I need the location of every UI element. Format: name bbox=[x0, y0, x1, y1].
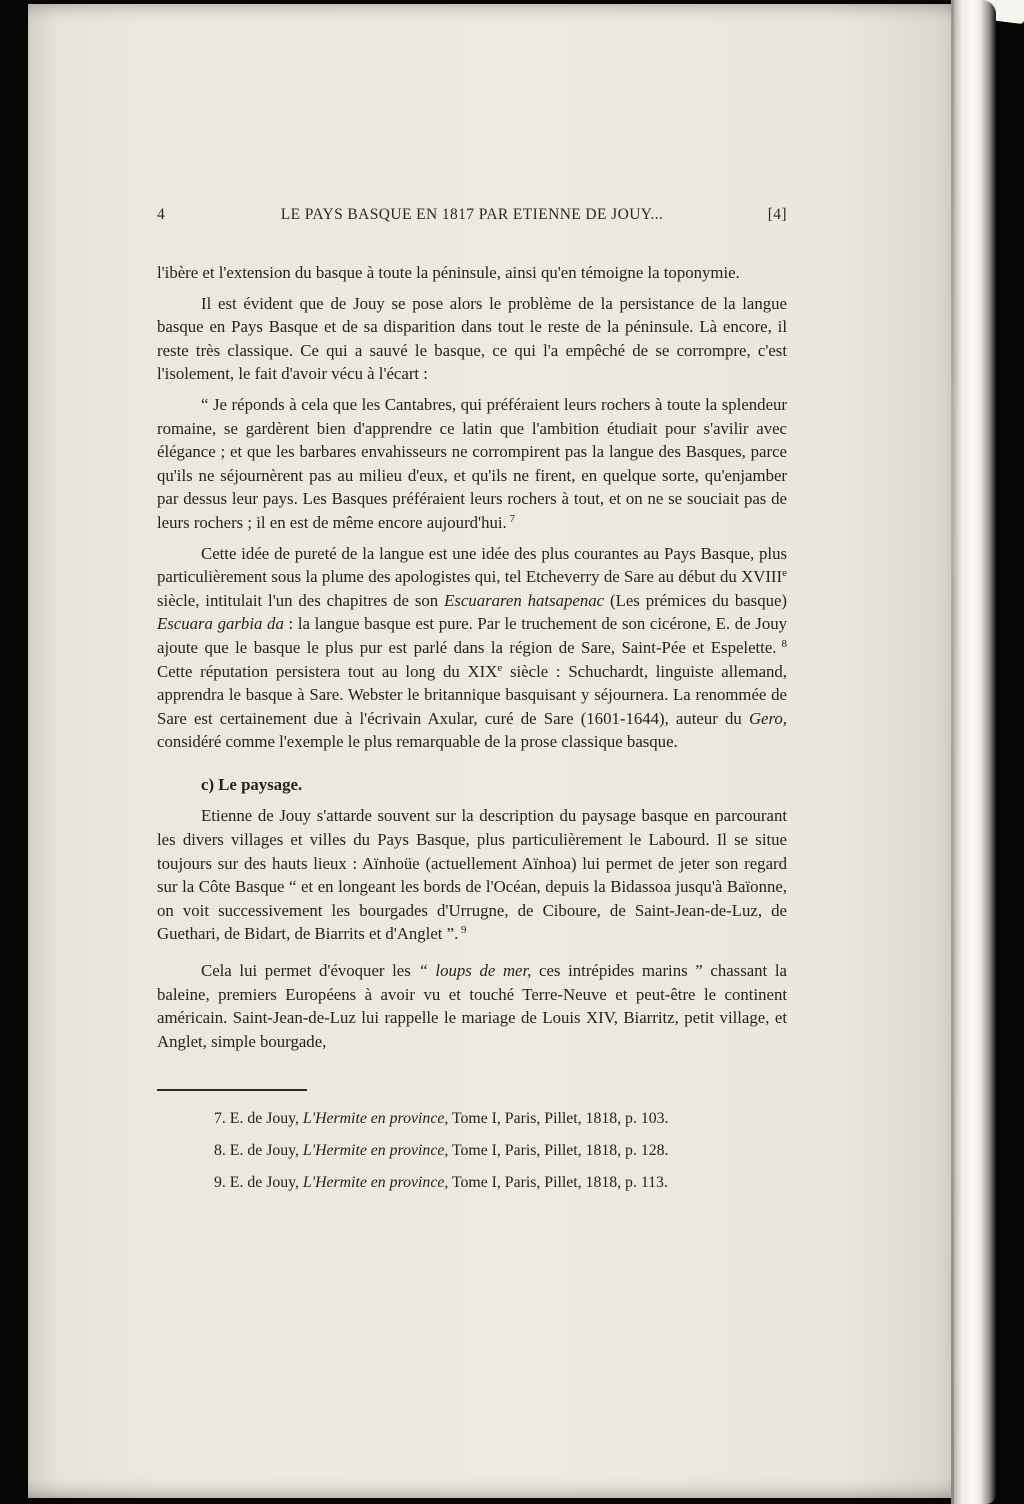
footnote-rule bbox=[157, 1089, 307, 1091]
text-run: (Les prémices du basque) bbox=[604, 590, 788, 610]
footnote-text: 7. E. de Jouy, bbox=[214, 1110, 303, 1128]
running-title: LE PAYS BASQUE EN 1817 PAR ETIENNE DE JOUY... bbox=[280, 206, 664, 223]
footnote-8 bbox=[214, 1139, 787, 1162]
work-title-italic: Gero, bbox=[748, 708, 787, 728]
footnote-9 bbox=[214, 1171, 787, 1194]
footnote-ref-7: 7 bbox=[506, 512, 515, 525]
header-folio: [4] bbox=[767, 206, 787, 223]
paragraph bbox=[157, 542, 787, 754]
work-title-italic: Escuara garbia da bbox=[157, 614, 284, 634]
quote-italic: “ loups de mer, bbox=[418, 961, 532, 981]
text-run: considéré comme l'exemple le plus remarquable de la prose classique basque. bbox=[157, 732, 678, 752]
text-run: “ Je réponds à cela que les Cantabres, qui préféraient leurs rochers à toute la splendeur romaine, se gardèrent bien d'apprendre ce latin que l'ambition étudiait pour s'avilir avec élégance ; et que les barbares envahisseurs ne corrompirent pas la langue des Basques, parce qu'ils ne séjournèrent pas au milieu d'eux, et qu'ils ne firent, en quelque sorte, qu'enjamber par dessus leur pays. Les Basques préféraient leurs rochers à tout, et on ne se souciait pas de leurs rochers ; il en est de même encore aujourd'hui. bbox=[157, 394, 787, 532]
body-text bbox=[157, 261, 787, 1053]
text-run: siècle, intitulait l'un des chapitres de son bbox=[157, 590, 445, 610]
running-header bbox=[157, 206, 787, 224]
text-run: ces intrépides marins ” chassant la baleine, premiers Européens à avoir vu et touché Terre-Neuve et peut-être le continent américain. Saint-Jean-de-Luz lui rappelle le mariage de Louis XIV, Biarritz, petit village, et Anglet, simple bourgade, bbox=[157, 961, 787, 1051]
text-run: siècle : Schuchardt, linguiste allemand, apprendra le basque à Sare. Webster le britannique basquisant y séjournera. La renommée de Sare est certainement due à l'écrivain Axular, curé de Sare (1601-1644), auteur du bbox=[157, 661, 787, 728]
footnote-text: Tome I, Paris, Pillet, 1818, p. 103. bbox=[448, 1110, 669, 1128]
footnotes bbox=[157, 1107, 787, 1194]
text-run: Cette idée de pureté de la langue est une idée des plus courantes au Pays Basque, plus particulièrement sous la plume des apologistes qui, tel Etcheverry de Sare au début du XVIII bbox=[157, 543, 787, 587]
text-run: Etienne de Jouy s'attarde souvent sur la description du paysage basque en parcourant les divers villages et villes du Pays Basque, plus particulièrement le Labourd. Il se situe toujours sur des hauts lieux : Aïnhoüe (actuellement Aïnhoa) lui permet de jeter son regard sur la Côte Basque “ et en longeant les bords de l'Océan, depuis la Bidassoa jusqu'à Baïonne, on voit successivement les bourgades d'Urrugne, de Ciboure, de Saint-Jean-de-Luz, de Guethari, de Bidart, de Biarrits et d'Anglet ”. bbox=[157, 806, 787, 944]
text-run: : la langue basque est pure. Par le truchement de son cicérone, E. de Jouy ajoute que le basque le plus pur est parlé dans la région de Sare, Saint-Pée et Espelette. bbox=[157, 614, 788, 657]
ordinal-sup: e bbox=[782, 567, 787, 580]
paragraph bbox=[157, 959, 787, 1053]
work-title-italic: L'Hermite en province, bbox=[302, 1142, 449, 1160]
footnote-text: Tome I, Paris, Pillet, 1818, p. 128. bbox=[448, 1142, 669, 1160]
text-run: Cette réputation persistera tout au long du XIX bbox=[157, 661, 498, 681]
section-heading: c) Le paysage. bbox=[201, 774, 303, 794]
paragraph bbox=[157, 804, 787, 946]
text-run: Cela lui permet d'évoquer les bbox=[201, 961, 419, 981]
work-title-italic: Escuararen hatsapenac bbox=[444, 590, 605, 610]
footnote-ref-9: 9 bbox=[458, 924, 467, 937]
work-title-italic: L'Hermite en province, bbox=[302, 1110, 449, 1128]
page-number: 4 bbox=[157, 206, 166, 223]
paragraph-continuation: l'ibère et l'extension du basque à toute la péninsule, ainsi qu'en témoigne la toponymie. bbox=[157, 263, 740, 282]
quote-paragraph bbox=[157, 393, 787, 535]
footnote-text: Tome I, Paris, Pillet, 1818, p. 113. bbox=[448, 1174, 668, 1192]
ordinal-sup: e bbox=[497, 661, 503, 674]
paragraph: Il est évident que de Jouy se pose alors le problème de la persistance de la langue basque en Pays Basque et de sa disparition dans tout le reste de la péninsule. Là encore, il reste très classique. Ce qui a sauvé le basque, ce qui l'a empêché de se corrompre, c'est l'isolement, le fait d'avoir vécu à l'écart : bbox=[157, 293, 787, 384]
footnote-block bbox=[157, 1089, 787, 1194]
page-fore-edge bbox=[954, 0, 996, 1504]
footnote-text: 8. E. de Jouy, bbox=[214, 1142, 303, 1160]
text-column bbox=[157, 206, 787, 1203]
footnote-7 bbox=[214, 1107, 787, 1130]
footnote-text: 9. E. de Jouy, bbox=[214, 1174, 303, 1192]
footnote-ref-8: 8 bbox=[776, 637, 788, 650]
work-title-italic: L'Hermite en province, bbox=[302, 1174, 449, 1192]
